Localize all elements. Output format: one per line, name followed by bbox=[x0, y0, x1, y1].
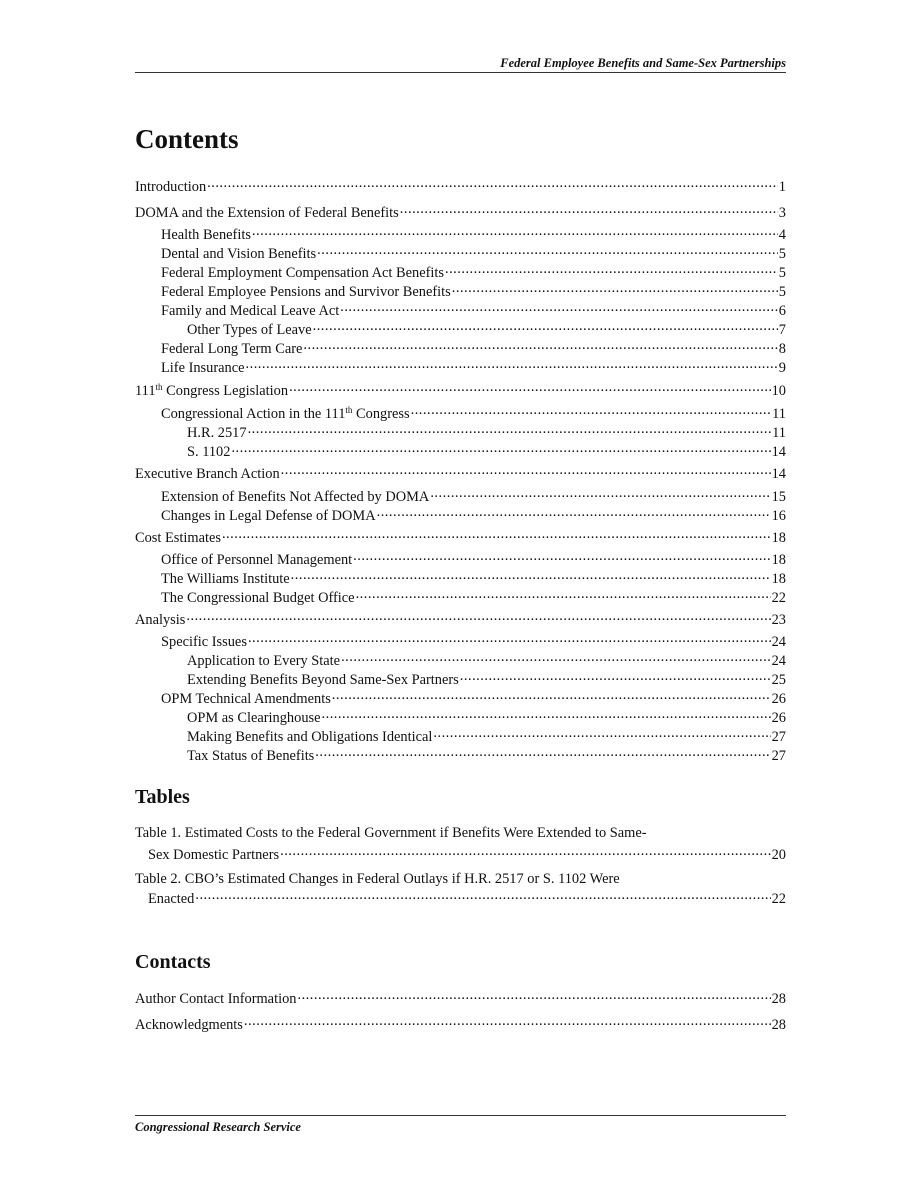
page-number: 20 bbox=[771, 847, 786, 864]
toc-entry[interactable]: Making Benefits and Obligations Identical ..... 27 bbox=[187, 727, 786, 746]
page-number: 22 bbox=[771, 590, 786, 607]
leader-dots bbox=[313, 320, 778, 334]
toc-entry[interactable]: Author Contact Information ..... 28 bbox=[135, 989, 786, 1008]
page-number: 23 bbox=[771, 612, 786, 629]
leader-dots bbox=[377, 506, 771, 520]
tables-heading: Tables bbox=[135, 786, 190, 808]
leader-dots bbox=[297, 989, 770, 1003]
toc-entry[interactable]: 111th Congress Legislation ..... 10 bbox=[135, 381, 786, 400]
leader-dots bbox=[289, 381, 771, 395]
page-number: 5 bbox=[778, 284, 786, 301]
toc-entry[interactable]: Executive Branch Action ..... 14 bbox=[135, 464, 786, 483]
page-number: 28 bbox=[771, 1017, 786, 1034]
page-number: 1 bbox=[778, 179, 786, 196]
toc-entry[interactable]: OPM Technical Amendments ..... 26 bbox=[161, 689, 786, 708]
page-number: 11 bbox=[772, 406, 786, 423]
page-number: 5 bbox=[778, 246, 786, 263]
toc-entry[interactable]: OPM as Clearinghouse ..... 26 bbox=[187, 708, 786, 727]
leader-dots bbox=[252, 225, 778, 239]
page-number: 28 bbox=[771, 991, 786, 1008]
page-number: 4 bbox=[778, 227, 786, 244]
leader-dots bbox=[353, 550, 770, 564]
toc-entry[interactable]: Cost Estimates ..... 18 bbox=[135, 528, 786, 547]
toc-entry[interactable]: S. 1102 ..... 14 bbox=[187, 442, 786, 461]
toc-entry[interactable]: Life Insurance ..... 9 bbox=[161, 358, 786, 377]
table-entry-line1[interactable]: Table 2. CBO’s Estimated Changes in Federal Outlays if H.R. 2517 or S. 1102 Were bbox=[135, 871, 620, 887]
leader-dots bbox=[460, 670, 771, 684]
toc-entry[interactable]: Dental and Vision Benefits ..... 5 bbox=[161, 244, 786, 263]
leader-dots bbox=[356, 588, 771, 602]
page-number: 24 bbox=[771, 634, 786, 651]
leader-dots bbox=[195, 889, 770, 903]
table-entry-line1[interactable]: Table 1. Estimated Costs to the Federal Government if Benefits Were Extended to Same- bbox=[135, 825, 647, 841]
leader-dots bbox=[248, 632, 771, 646]
toc-entry[interactable]: Specific Issues ..... 24 bbox=[161, 632, 786, 651]
page-number: 6 bbox=[778, 303, 786, 320]
contents-heading: Contents bbox=[135, 124, 239, 154]
toc-entry[interactable]: Enacted ..... 22 bbox=[148, 889, 786, 908]
page-number: 14 bbox=[771, 466, 786, 483]
leader-dots bbox=[430, 487, 770, 501]
toc-entry[interactable]: Extension of Benefits Not Affected by DOMA ..... 15 bbox=[161, 487, 786, 506]
contacts-heading: Contacts bbox=[135, 951, 211, 973]
toc-entry[interactable]: Health Benefits ..... 4 bbox=[161, 225, 786, 244]
toc-entry[interactable]: Changes in Legal Defense of DOMA ..... 16 bbox=[161, 506, 786, 525]
toc-entry[interactable]: Federal Employee Pensions and Survivor Benefits ..... 5 bbox=[161, 282, 786, 301]
toc-entry[interactable]: The Williams Institute ..... 18 bbox=[161, 569, 786, 588]
leader-dots bbox=[400, 203, 778, 217]
toc-entry[interactable]: Federal Employment Compensation Act Benefits ..... 5 bbox=[161, 263, 786, 282]
leader-dots bbox=[248, 423, 772, 437]
leader-dots bbox=[341, 651, 771, 665]
page-number: 25 bbox=[771, 672, 786, 689]
toc-entry[interactable]: Introduction ..... 1 bbox=[135, 177, 786, 196]
leader-dots bbox=[207, 177, 778, 191]
running-footer: Congressional Research Service bbox=[135, 1120, 301, 1134]
toc-entry[interactable]: Congressional Action in the 111th Congress ..... 11 bbox=[161, 404, 786, 423]
page-number: 26 bbox=[771, 691, 786, 708]
page-number: 27 bbox=[771, 748, 786, 765]
page-number: 10 bbox=[771, 383, 786, 400]
leader-dots bbox=[186, 610, 770, 624]
leader-dots bbox=[411, 404, 772, 418]
page-number: 14 bbox=[771, 444, 786, 461]
leader-dots bbox=[445, 263, 778, 277]
toc-entry[interactable]: Federal Long Term Care ..... 8 bbox=[161, 339, 786, 358]
leader-dots bbox=[291, 569, 771, 583]
leader-dots bbox=[246, 358, 778, 372]
toc-entry[interactable]: Extending Benefits Beyond Same-Sex Partners ..... 25 bbox=[187, 670, 786, 689]
toc-entry[interactable]: DOMA and the Extension of Federal Benefits ..... 3 bbox=[135, 203, 786, 222]
leader-dots bbox=[322, 708, 771, 722]
page-number: 18 bbox=[771, 552, 786, 569]
page-number: 11 bbox=[772, 425, 786, 442]
page-number: 26 bbox=[771, 710, 786, 727]
page-number: 15 bbox=[771, 489, 786, 506]
page-number: 3 bbox=[778, 205, 786, 222]
page-number: 27 bbox=[771, 729, 786, 746]
page-number: 9 bbox=[778, 360, 786, 377]
leader-dots bbox=[281, 464, 771, 478]
leader-dots bbox=[315, 746, 770, 760]
leader-dots bbox=[222, 528, 771, 542]
leader-dots bbox=[332, 689, 771, 703]
toc-entry[interactable]: Family and Medical Leave Act ..... 6 bbox=[161, 301, 786, 320]
toc-entry[interactable]: Application to Every State ..... 24 bbox=[187, 651, 786, 670]
leader-dots bbox=[280, 845, 771, 859]
page-number: 16 bbox=[771, 508, 786, 525]
toc-entry[interactable]: H.R. 2517 ..... 11 bbox=[187, 423, 786, 442]
toc-entry[interactable]: Tax Status of Benefits ..... 27 bbox=[187, 746, 786, 765]
leader-dots bbox=[317, 244, 778, 258]
toc-entry[interactable]: The Congressional Budget Office ..... 22 bbox=[161, 588, 786, 607]
footer-rule bbox=[135, 1115, 786, 1116]
page-number: 24 bbox=[771, 653, 786, 670]
leader-dots bbox=[244, 1015, 771, 1029]
toc-entry[interactable]: Analysis ..... 23 bbox=[135, 610, 786, 629]
leader-dots bbox=[303, 339, 777, 353]
page-number: 8 bbox=[778, 341, 786, 358]
leader-dots bbox=[452, 282, 778, 296]
header-rule bbox=[135, 72, 786, 73]
page-number: 18 bbox=[771, 530, 786, 547]
page-number: 5 bbox=[778, 265, 786, 282]
leader-dots bbox=[433, 727, 770, 741]
toc-entry[interactable]: Acknowledgments ..... 28 bbox=[135, 1015, 786, 1034]
page-number: 18 bbox=[771, 571, 786, 588]
toc-entry[interactable]: Sex Domestic Partners ..... 20 bbox=[148, 845, 786, 864]
toc-entry[interactable]: Other Types of Leave ..... 7 bbox=[187, 320, 786, 339]
running-header: Federal Employee Benefits and Same-Sex Partnerships bbox=[500, 56, 786, 70]
page-number: 7 bbox=[778, 322, 786, 339]
page-number: 22 bbox=[771, 891, 786, 908]
leader-dots bbox=[231, 442, 770, 456]
leader-dots bbox=[340, 301, 778, 315]
toc-entry[interactable]: Office of Personnel Management ..... 18 bbox=[161, 550, 786, 569]
